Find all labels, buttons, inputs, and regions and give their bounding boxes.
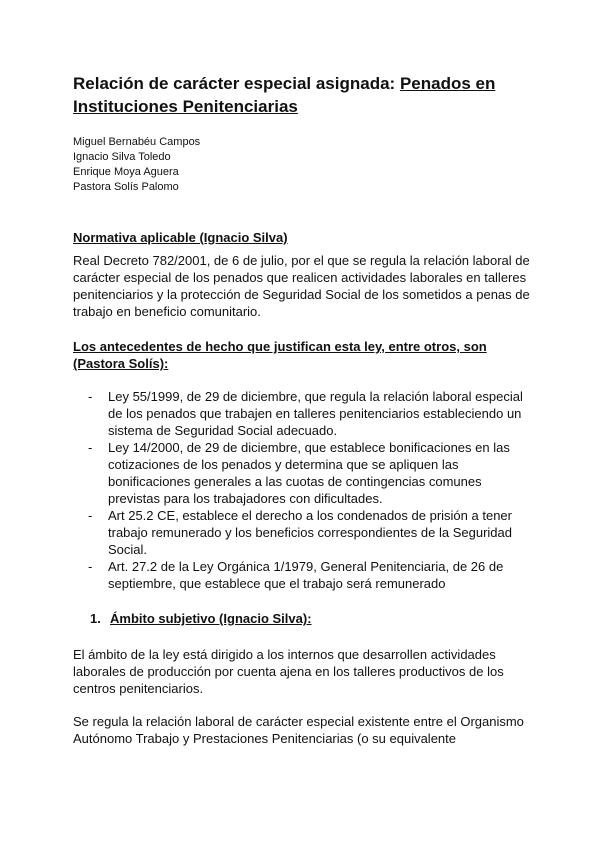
title-underlined: Penados en Instituciones Penitenciarias bbox=[73, 74, 496, 116]
bullet-dash: - bbox=[88, 559, 93, 574]
list-item-text: Art. 27.2 de la Ley Orgánica 1/1979, General Penitenciaria, de 26 de septiembre, que establece que el trabajo será remunerado bbox=[108, 559, 504, 591]
document-title bbox=[73, 72, 543, 118]
author-name: Ignacio Silva Toledo bbox=[73, 151, 171, 163]
section-heading-text: Ámbito subjetivo (Ignacio Silva): bbox=[110, 611, 312, 626]
bullet-dash: - bbox=[88, 389, 93, 404]
author-name: Enrique Moya Aguera bbox=[73, 166, 179, 178]
list-item bbox=[88, 388, 536, 439]
list-item-text: Ley 55/1999, de 29 de diciembre, que regula la relación laboral especial de los penados que trabajen en talleres penitenciarios estableciendo un sistema de Seguridad Social adecuado. bbox=[108, 389, 523, 438]
list-item bbox=[88, 439, 536, 507]
paragraph-normativa: Real Decreto 782/2001, de 6 de julio, por el que se regula la relación laboral de carácter especial de los penados que realicen actividades laborales en talleres penitenciarios y la protección de Seguridad Social de los sometidos a penas de trabajo en beneficio comunitario. bbox=[73, 253, 530, 319]
paragraph-ambito-1: El ámbito de la ley está dirigido a los internos que desarrollen actividades laborales de producción por cuenta ajena en los talleres productivos de los centros penitenciarios. bbox=[73, 647, 504, 696]
list-item-text: Ley 14/2000, de 29 de diciembre, que establece bonificaciones en las cotizaciones de los penados y determina que se apliquen las bonificaciones generales a las cuotas de contingencias comunes previstas para los trabajadores con dificultades. bbox=[108, 440, 510, 506]
list-item-text: Art 25.2 CE, establece el derecho a los condenados de prisión a tener trabajo remunerado y los beneficios correspondientes de la Seguridad Social. bbox=[108, 508, 512, 557]
title-prefix: Relación de carácter especial asignada: bbox=[73, 74, 400, 93]
author-name: Miguel Bernabéu Campos bbox=[73, 136, 201, 148]
bullet-dash: - bbox=[88, 508, 93, 523]
section-heading-ambito bbox=[90, 610, 510, 627]
section-number: 1. bbox=[90, 611, 101, 626]
author-list bbox=[73, 135, 373, 195]
author-name: Pastora Solís Palomo bbox=[73, 181, 179, 193]
paragraph-ambito-2: Se regula la relación laboral de carácter especial existente entre el Organismo Autónomo Trabajo y Prestaciones Penitenciarias (o su equivalente bbox=[73, 714, 524, 746]
section-heading-normativa: Normativa aplicable (Ignacio Silva) bbox=[73, 230, 288, 245]
bullet-dash: - bbox=[88, 440, 93, 455]
section-heading-antecedentes: Los antecedentes de hecho que justifican esta ley, entre otros, son (Pastora Solís): bbox=[73, 339, 487, 371]
list-item bbox=[88, 507, 536, 558]
list-item bbox=[88, 558, 536, 592]
antecedentes-list bbox=[88, 388, 536, 592]
